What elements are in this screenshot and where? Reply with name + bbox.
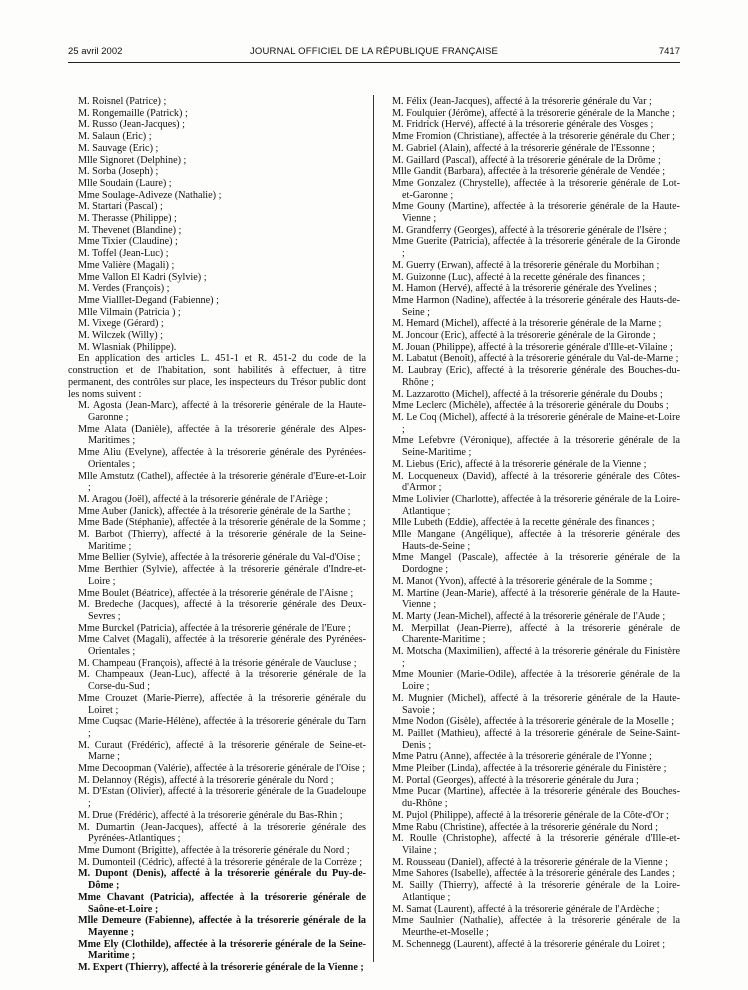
- list-item: M. Dupont (Denis), affecté à la trésorerie générale du Puy-de-Dôme ;: [78, 868, 366, 892]
- list-item: Mlle Soudain (Laure) ;: [78, 177, 172, 189]
- list-item: M. Félix (Jean-Jacques), affecté à la trésorerie générale du Var ;: [392, 96, 652, 107]
- list-item: M. Laubray (Eric), affecté à la trésorerie générale des Bouches-du-Rhône ;: [392, 365, 680, 388]
- list-item: M. Le Coq (Michel), affecté à la trésorerie générale de Maine-et-Loire ;: [392, 411, 680, 435]
- header-rule: [68, 62, 680, 63]
- list-item: M. Toffel (Jean-Luc) ;: [78, 248, 169, 260]
- page-header: [68, 46, 680, 60]
- list-item: Mme Lolivier (Charlotte), affectée à la trésorerie générale de la Loire-Atlantique ;: [392, 493, 680, 517]
- list-item: M. Motscha (Maximilien), affecté à la trésorerie générale du Finistère ;: [392, 646, 680, 669]
- list-item: M. Salaun (Eric) ;: [78, 131, 152, 143]
- list-item: Mme Leclerc (Michèle), affectée à la trésorerie générale du Doubs ;: [392, 400, 669, 412]
- name-list: [68, 96, 366, 353]
- list-item: M. Guerry (Erwan), affecté à la trésorerie générale du Morbihan ;: [392, 259, 660, 271]
- list-item: Mme Decoopman (Valérie), affectée à la trésorerie générale de l'Oise ;: [78, 763, 366, 775]
- list-item: Mme Cuqsac (Marie-Hélène), affectée à la trésorerie générale du Tarn ;: [78, 716, 366, 739]
- list-item: M. Jouan (Philippe), affecté à la trésorerie générale d'Ille-et-Vilaine ;: [392, 341, 673, 353]
- list-item: M. Roisnel (Patrice) ;: [78, 96, 167, 107]
- list-item: M. Gabriel (Alain), affecté à la trésorerie générale de l'Essonne ;: [392, 142, 656, 154]
- list-item: M. Joncour (Eric), affecté à la trésorerie générale de la Gironde ;: [392, 330, 656, 342]
- list-item: M. Wlasniak (Philippe).: [78, 341, 177, 353]
- list-item: M. Schennegg (Laurent), affecté à la trésorerie générale du Loiret ;: [392, 938, 666, 950]
- list-item: M. Drue (Frédéric), affecté à la trésorerie générale du Bas-Rhin ;: [78, 809, 343, 821]
- list-item: Mme Dumont (Brigitte), affectée à la trésorerie générale du Nord ;: [78, 845, 350, 856]
- list-item: Mme Ely (Clothilde), affectée à la trésorerie générale de la Seine-Maritime ;: [78, 938, 366, 962]
- list-item: Mme Rabu (Christine), affectée à la trésorerie générale du Nord ;: [392, 821, 658, 833]
- list-item: Mme Fromion (Christiane), affectée à la trésorerie générale du Cher ;: [392, 131, 675, 143]
- list-item: Mlle Mangane (Angélique), affectée à la trésorerie générale des Hauts-de-Seine ;: [392, 529, 680, 552]
- header-title: JOURNAL OFFICIEL DE LA RÉPUBLIQUE FRANÇAISE: [249, 46, 499, 57]
- column-divider: [373, 95, 374, 962]
- list-item: M. Russo (Jean-Jacques) ;: [78, 119, 185, 131]
- list-item: Mme Tixier (Claudine) ;: [78, 236, 178, 248]
- list-item: Mme Burckel (Patricia), affectée à la trésorerie générale de l'Eure ;: [78, 622, 351, 634]
- list-item: M. Wilczek (Willy) ;: [78, 330, 163, 342]
- list-item: M. Startari (Pascal) ;: [78, 201, 163, 213]
- list-item: Mme Pucar (Martine), affectée à la trésorerie générale des Bouches-du-Rhône ;: [392, 786, 680, 810]
- list-item: Mme Soulage-Adiveze (Nathalie) ;: [78, 189, 222, 201]
- list-item: Mme Nodon (Gisèle), affectée à la trésorerie générale de la Moselle ;: [392, 716, 675, 728]
- intro-paragraph: En application des articles L. 451-1 et R. 451-2 du code de la construction et de l'habitation, sont habilités à effectuer, à titre permanent, des contrôles sur place, les inspecteurs du Trésor public dont les noms suivent :: [68, 353, 366, 400]
- list-item: Mme Bade (Stéphanie), affectée à la trésorerie générale de la Somme ;: [78, 517, 366, 529]
- list-item: M. Verdes (François) ;: [78, 283, 170, 295]
- list-item: M. Aragou (Joël), affecté à la trésorerie générale de l'Ariège ;: [78, 493, 328, 505]
- list-item: M. Delannoy (Régis), affecté à la trésorerie générale du Nord ;: [78, 774, 334, 786]
- list-item: M. Rousseau (Daniel), affecté à la trésorerie générale de la Vienne ;: [392, 856, 668, 868]
- list-item: Mme Mounier (Marie-Odile), affectée à la trésorerie générale de la Loire ;: [392, 669, 680, 693]
- list-item: M. Lazzarotto (Michel), affecté à la trésorerie générale du Doubs ;: [392, 388, 663, 400]
- list-item: M. Merpillat (Jean-Pierre), affecté à la trésorerie générale de Charente-Maritime ;: [392, 622, 680, 646]
- list-item: Mme Berthier (Sylvie), affectée à la trésorerie générale d'Indre-et-Loire ;: [78, 564, 366, 587]
- list-item: M. Roulle (Christophe), affecté à la trésorerie générale d'Ille-et-Vilaine ;: [392, 833, 680, 856]
- list-item: Mlle Amstutz (Cathel), affectée à la trésorerie générale d'Eure-et-Loir ;: [78, 470, 366, 494]
- list-item: M. Manot (Yvon), affecté à la trésorerie générale de la Somme ;: [392, 575, 653, 587]
- list-item: M. Barbot (Thierry), affecté à la trésorerie générale de la Seine-Maritime ;: [78, 529, 366, 552]
- right-column: [382, 96, 680, 950]
- list-item: M. Sailly (Thierry), affecté à la trésorerie générale de la Loire-Atlantique ;: [392, 880, 680, 903]
- assignment-list: [68, 400, 366, 973]
- list-item: Mme Chavant (Patricia), affectée à la trésorerie générale de Saône-et-Loire ;: [78, 891, 366, 915]
- list-item: Mme Aliu (Evelyne), affectée à la trésorerie générale des Pyrénées-Orientales ;: [78, 447, 366, 470]
- list-item: Mlle Gandit (Barbara), affectée à la trésorerie générale de Vendée ;: [392, 166, 666, 178]
- list-item: Mme Lefebvre (Véronique), affectée à la trésorerie générale de la Seine-Maritime ;: [392, 435, 680, 459]
- list-item: M. Champeaux (Jean-Luc), affecté à la trésorerie générale de la Corse-du-Sud ;: [78, 669, 366, 693]
- list-item: M. Marty (Jean-Michel), affecté à la trésorerie générale de l'Aude ;: [392, 610, 666, 622]
- list-item: M. Agosta (Jean-Marc), affecté à la trésorerie générale de la Haute-Garonne ;: [78, 400, 366, 423]
- list-item: Mme Boulet (Béatrice), affectée à la trésorerie générale de l'Aisne ;: [78, 587, 354, 599]
- list-item: M. Champeau (François), affecté à la trésorie générale de Vaucluse ;: [78, 657, 357, 669]
- list-item: M. Liebus (Eric), affecté à la trésorerie générale de la Vienne ;: [392, 458, 647, 470]
- list-item: M. Dumonteil (Cédric), affecté à la trésorerie générale de la Corrèze ;: [78, 856, 363, 868]
- list-item: M. Bredeche (Jacques), affecté à la trésorerie générale des Deux-Sevres ;: [78, 599, 366, 622]
- list-item: Mme Bellier (Sylvie), affectée à la trésorerie générale du Val-d'Oise ;: [78, 552, 361, 564]
- list-item: M. Hamon (Hervé), affecté à la trésorerie générale des Yvelines ;: [392, 283, 657, 295]
- list-item: M. Hemard (Michel), affecté à la trésorerie générale de la Marne ;: [392, 318, 662, 330]
- list-item: Mme Vallon El Kadri (Sylvie) ;: [78, 271, 207, 283]
- list-item: Mlle Lubeth (Eddie), affectée à la recette générale des finances ;: [392, 517, 655, 529]
- list-item: M. Thevenet (Blandine) ;: [78, 224, 182, 236]
- list-item: M. Therasse (Philippe) ;: [78, 213, 177, 225]
- list-item: M. D'Estan (Olivier), affecté à la trésorerie générale de la Guadeloupe ;: [78, 786, 366, 810]
- list-item: Mme Guerite (Patricia), affectée à la trésorerie générale de la Gironde ;: [392, 236, 680, 260]
- list-item: M. Expert (Thierry), affecté à la trésorerie générale de la Vienne ;: [78, 962, 364, 974]
- list-item: Mme Alata (Danièle), affectée à la trésorerie générale des Alpes-Maritimes ;: [78, 423, 366, 447]
- list-item: M. Sorba (Joseph) ;: [78, 166, 159, 178]
- list-item: M. Gaillard (Pascal), affecté à la trésorerie générale de la Drôme ;: [392, 154, 661, 166]
- list-item: M. Curaut (Frédéric), affecté à la trésorerie générale de Seine-et-Marne ;: [78, 739, 366, 763]
- list-item: M. Guizonne (Luc), affecté à la recette générale des finances ;: [392, 271, 646, 283]
- list-item: M. Martine (Jean-Marie), affecté à la trésorerie générale de la Haute-Vienne ;: [392, 587, 680, 611]
- list-item: Mlle Signoret (Delphine) ;: [78, 154, 187, 166]
- list-item: M. Vixege (Gérard) ;: [78, 318, 164, 330]
- list-item: Mlle Vilmain (Patricia ) ;: [78, 306, 181, 318]
- list-item: Mme Mangel (Pascale), affectée à la trésorerie générale de la Dordogne ;: [392, 552, 680, 576]
- list-item: Mme Pleiber (Linda), affectée à la trésorerie générale du Finistère ;: [392, 763, 667, 775]
- list-item: Mme Saulnier (Nathalie), affectée à la trésorerie générale de la Meurthe-et-Moselle ;: [392, 915, 680, 938]
- header-date: 25 avril 2002: [68, 46, 123, 57]
- list-item: Mme Valière (Magali) ;: [78, 259, 175, 271]
- list-item: Mme Gouny (Martine), affectée à la trésorerie générale de la Haute-Vienne ;: [392, 201, 680, 225]
- list-item: M. Sauvage (Eric) ;: [78, 142, 159, 154]
- list-item: Mme Crouzet (Marie-Pierre), affectée à la trésorerie générale du Loiret ;: [78, 692, 366, 716]
- list-item: M. Labatut (Benoît), affecté à la trésorerie générale du Val-de-Marne ;: [392, 353, 679, 365]
- list-item: M. Dumartin (Jean-Jacques), affecté à la trésorerie générale des Pyrénées-Atlantiques ;: [78, 821, 366, 845]
- left-column: [68, 96, 366, 974]
- list-item: M. Rongemaille (Patrick) ;: [78, 107, 188, 119]
- list-item: M. Paillet (Mathieu), affecté à la trésorerie générale de Seine-Saint-Denis ;: [392, 727, 680, 751]
- list-item: Mme Auber (Janick), affectée à la trésorerie générale de la Sarthe ;: [78, 505, 351, 517]
- list-item: M. Mugnier (Michel), affecté à la trésorerie générale de la Haute-Savoie ;: [392, 692, 680, 716]
- list-item: Mme Patru (Anne), affectée à la trésorerie générale de l'Yonne ;: [392, 751, 652, 763]
- list-item: M. Grandferry (Georges), affecté à la trésorerie générale de l'Isère ;: [392, 224, 667, 236]
- list-item: M. Fridrick (Hervé), affecté à la trésorerie générale des Vosges ;: [392, 119, 654, 131]
- list-item: M. Portal (Georges), affecté à la trésorerie générale du Jura ;: [392, 774, 639, 786]
- header-page-number: 7417: [658, 46, 680, 57]
- list-item: M. Foulquier (Jérôme), affecté à la trésorerie générale de la Manche ;: [392, 107, 675, 119]
- list-item: M. Samat (Laurent), affecté à la trésorerie générale de l'Ardèche ;: [392, 903, 660, 915]
- list-item: Mlle Demeure (Fabienne), affectée à la trésorerie générale de la Mayenne ;: [78, 915, 366, 938]
- list-item: Mme Calvet (Magali), affectée à la trésorerie générale des Pyrénées-Orientales ;: [78, 634, 366, 658]
- list-item: Mme Harmon (Nadine), affectée à la trésorerie générale des Hauts-de-Seine ;: [392, 294, 680, 318]
- list-item: Mme Gonzalez (Chrystelle), affectée à la trésorerie générale de Lot-et-Garonne ;: [392, 177, 680, 201]
- list-item: M. Pujol (Philippe), affecté à la trésorerie générale de la Côte-d'Or ;: [392, 809, 669, 821]
- list-item: M. Locqueneux (David), affecté à la trésorerie générale des Côtes-d'Armor ;: [392, 470, 680, 494]
- list-item: Mme Vialllet-Degand (Fabienne) ;: [78, 294, 219, 306]
- list-item: Mme Sahores (Isabelle), affectée à la trésorerie générale des Landes ;: [392, 868, 675, 880]
- assignment-list: [382, 96, 680, 950]
